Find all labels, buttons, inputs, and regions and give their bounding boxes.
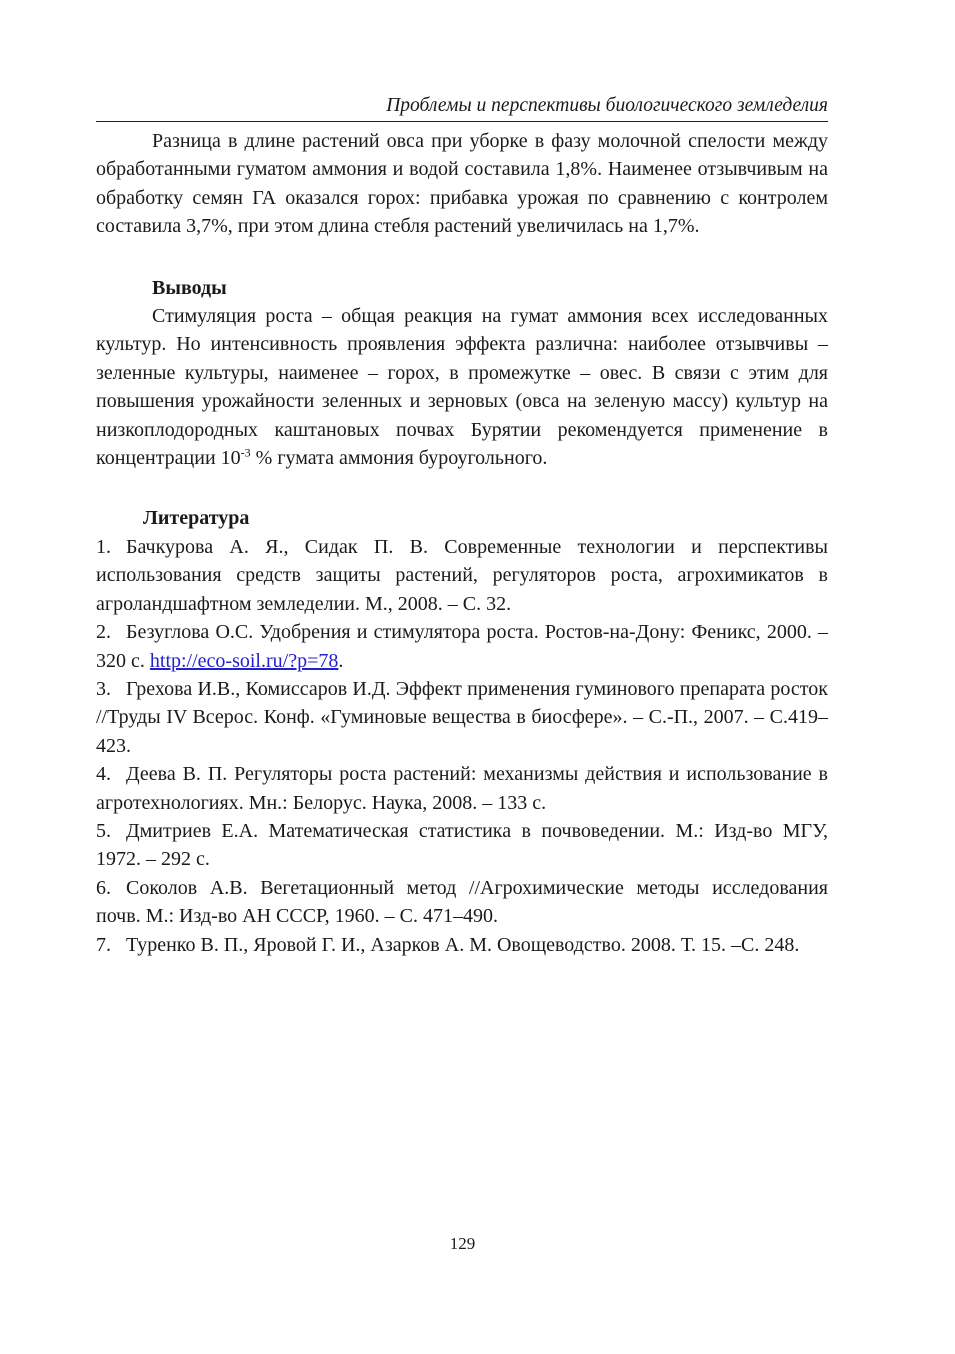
conclusions-text: Стимуляция роста – общая реакция на гумат аммония всех исследованных культур. Но интенсивность проявления эффекта различна: наиболее отзывчивы – зеленные культуры, наименее – горох, в промежутке – овес. В связи с этим для повышения урожайности зеленных и зерновых (овса на зеленую массу) культур на низкоплодородных каштановых почвах Бурятии рекомендуется применение в концентрации 10: [96, 305, 828, 470]
page-content: [96, 127, 828, 959]
reference-text: Безуглова О.С. Удобрения и стимулятора роста. Ростов-на-Дону: Феникс, 2000. – 320 с.: [96, 621, 828, 672]
page-number: 129: [449, 1234, 476, 1253]
reference-link[interactable]: http://eco-soil.ru/?p=78: [149, 649, 339, 672]
reference-item-4: [96, 760, 828, 817]
literature-heading: Литература: [143, 507, 250, 530]
reference-number: 4.: [96, 763, 111, 786]
reference-text: Деева В. П. Регуляторы роста растений: механизмы действия и использование в агротехнологиях. Мн.: Белорус. Наука, 2008. – 133 с.: [96, 763, 828, 814]
reference-text: Дмитриев Е.А. Математическая статистика в почвоведении. М.: Изд-во МГУ, 1972. – 292 с.: [96, 819, 828, 871]
reference-text-end: .: [338, 649, 344, 672]
intro-paragraph: Разница в длине растений овса при уборке в фазу молочной спелости между обработанными гуматом аммония и водой составила 1,8%. Наименее отзывчивым на обработку семян ГА оказался горох: прибавка урожая по сравнению с контролем составила 3,7%, при этом длина стебля растений увеличилась на 1,7%.: [96, 130, 828, 238]
reference-text: Бачкурова А. Я., Сидак П. В. Современные технологии и перспективы использования средств защиты растений, регуляторов роста, агрохимикатов в агроландшафтном земледелии. М., 2008. – С. 32.: [96, 535, 828, 615]
concentration-exponent: -3: [240, 445, 251, 460]
reference-number: 1.: [96, 535, 111, 558]
reference-item-1: [96, 533, 828, 618]
reference-item-5: [96, 817, 828, 874]
running-header: Проблемы и перспективы биологического земледелия: [96, 94, 828, 122]
reference-item-7: [96, 931, 828, 959]
reference-number: 2.: [96, 621, 111, 644]
conclusions-heading: Выводы: [152, 276, 227, 299]
reference-number: 3.: [96, 677, 111, 700]
reference-number: 7.: [96, 933, 111, 956]
reference-item-6: [96, 874, 828, 931]
reference-item-2: [96, 618, 828, 675]
reference-list: [96, 533, 828, 959]
reference-text: Туренко В. П., Яровой Г. И., Азарков А. М. Овощеводство. 2008. Т. 15. –С. 248.: [126, 933, 800, 956]
reference-item-3: [96, 675, 828, 760]
reference-number: 5.: [96, 819, 111, 842]
reference-number: 6.: [96, 876, 111, 899]
reference-text: Грехова И.В., Комиссаров И.Д. Эффект применения гуминового препарата росток //Труды IV Всерос. Конф. «Гуминовые вещества в биосфере». – С.-П., 2007. – С.419–423.: [96, 677, 828, 757]
conclusions-text-end: % гумата аммония буроугольного.: [250, 447, 548, 470]
conclusions-paragraph: [96, 302, 828, 472]
reference-text: Соколов А.В. Вегетационный метод //Агрохимические методы исследования почв. М.: Изд-во АН СССР, 1960. – С. 471–490.: [96, 876, 828, 928]
